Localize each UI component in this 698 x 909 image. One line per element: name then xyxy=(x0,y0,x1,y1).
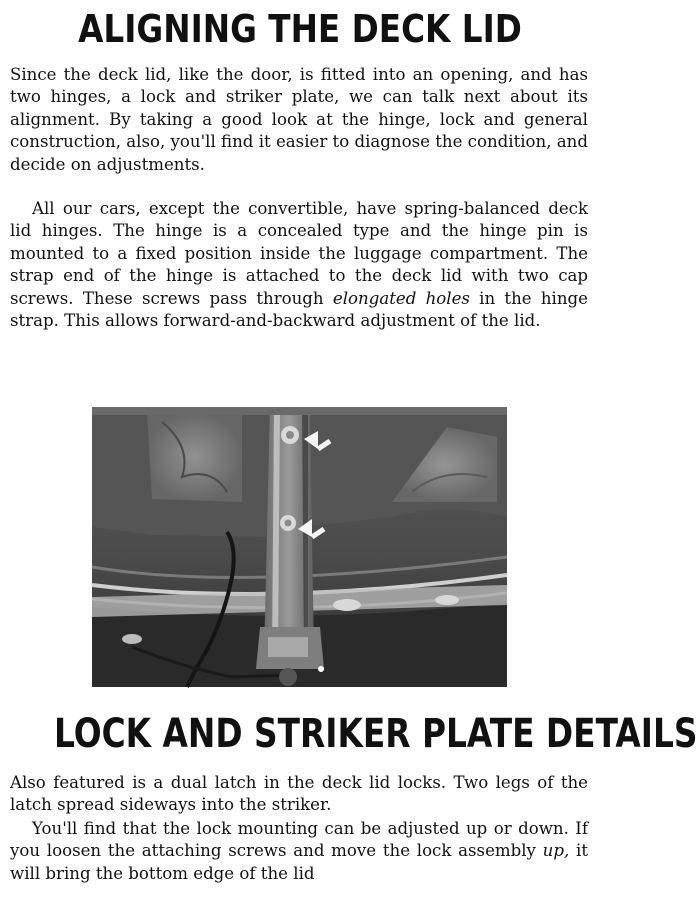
paragraph-lock-emphasis: up, xyxy=(542,841,570,861)
paragraph-hinges-text-a: All our cars, except the convertible, have spring-balanced deck lid hinges. The hinge is a concealed type and the hinge pin is mounted to a fixed position inside the luggage compartment. The strap end of the hinge is attached to the deck lid with two cap screws. These screws pass through xyxy=(10,199,588,308)
paragraph-lock-text-a: You'll find that the lock mounting can be adjusted up or down. If you loosen the attaching screws and move the lock assembly xyxy=(10,819,588,861)
paragraph-intro: Since the deck lid, like the door, is fitted into an opening, and has two hinges, a lock and striker plate, we can talk next about its alignment. By taking a good look at the hinge, lock and general construction, also, you'll find it easier to diagnose the condition, and decide on adjustments. xyxy=(10,65,588,174)
section-heading-aligning: ALIGNING THE DECK LID xyxy=(78,7,522,51)
hinge-photo xyxy=(92,407,507,687)
paragraph-lock-text-b: it will bring the bottom edge of the lid xyxy=(10,841,588,883)
paragraph-hinges-emphasis: elongated holes xyxy=(332,288,470,308)
paragraph-dual-latch: Also featured is a dual latch in the deck lid locks. Two legs of the latch spread sideways into the striker. xyxy=(10,773,588,815)
paragraph-lock-mounting xyxy=(10,818,588,885)
paragraph-hinges-text-b: in the hinge strap. This allows forward-and-backward adjustment of the lid. xyxy=(10,288,588,331)
section-heading-lock: LOCK AND STRIKER PLATE DETAILS xyxy=(54,711,698,757)
paragraph-hinges xyxy=(10,198,588,332)
